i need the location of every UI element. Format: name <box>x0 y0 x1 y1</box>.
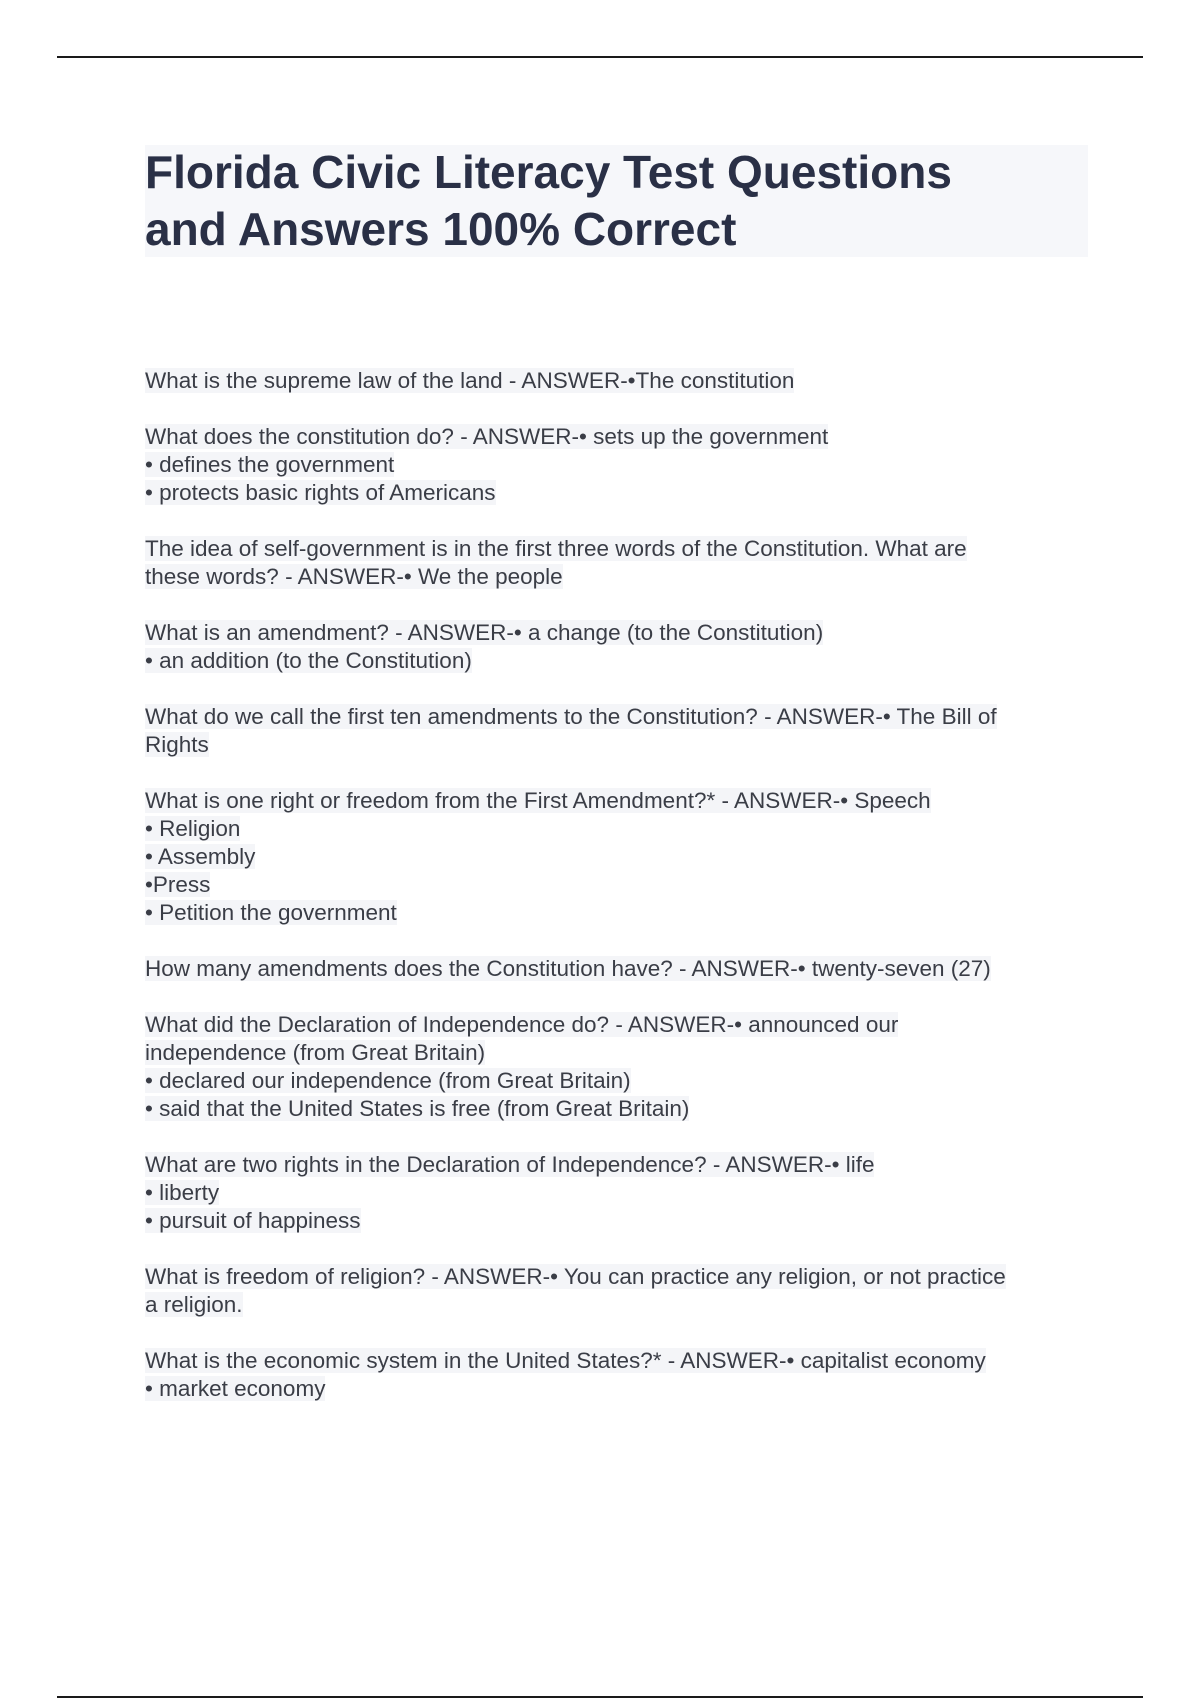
qa-answer-line: • Religion <box>145 816 241 841</box>
title-line-2: and Answers 100% Correct <box>145 203 737 255</box>
qa-question-line: What did the Declaration of Independence do? - ANSWER-• announced our <box>145 1012 899 1037</box>
qa-answer-line: • said that the United States is free (from Great Britain) <box>145 1096 690 1121</box>
qa-item <box>145 703 1085 759</box>
qa-item <box>145 367 1085 395</box>
qa-question-line: The idea of self-government is in the first three words of the Constitution. What are <box>145 536 967 561</box>
qa-question-line: How many amendments does the Constitution have? - ANSWER-• twenty-seven (27) <box>145 956 991 981</box>
qa-answer-line: • defines the government <box>145 452 395 477</box>
footer-rule <box>57 1696 1143 1698</box>
qa-answer-line: •Press <box>145 872 211 897</box>
qa-answer-line: • an addition (to the Constitution) <box>145 648 472 673</box>
qa-question-line: What are two rights in the Declaration of Independence? - ANSWER-• life <box>145 1152 875 1177</box>
qa-answer-line: Rights <box>145 732 209 757</box>
qa-answer-line: • protects basic rights of Americans <box>145 480 496 505</box>
qa-question-line: What is the supreme law of the land - ANSWER-•The constitution <box>145 368 795 393</box>
qa-question-line: What is the economic system in the United States?* - ANSWER-• capitalist economy <box>145 1348 986 1373</box>
qa-question-line: What does the constitution do? - ANSWER-• sets up the government <box>145 424 829 449</box>
qa-answer-line: • liberty <box>145 1180 220 1205</box>
qa-item <box>145 1347 1085 1403</box>
title-block <box>145 145 1088 257</box>
header-rule <box>57 56 1143 58</box>
qa-item <box>145 787 1085 927</box>
qa-item <box>145 423 1085 507</box>
qa-list <box>145 367 1085 1431</box>
qa-item <box>145 1011 1085 1123</box>
qa-question-line: What do we call the first ten amendments to the Constitution? - ANSWER-• The Bill of <box>145 704 997 729</box>
qa-item <box>145 1263 1085 1319</box>
qa-answer-line: • declared our independence (from Great Britain) <box>145 1068 631 1093</box>
qa-question-line: What is one right or freedom from the First Amendment?* - ANSWER-• Speech <box>145 788 931 813</box>
qa-question-line: What is an amendment? - ANSWER-• a change (to the Constitution) <box>145 620 824 645</box>
qa-answer-line: • Petition the government <box>145 900 397 925</box>
qa-item <box>145 1151 1085 1235</box>
qa-answer-line: a religion. <box>145 1292 243 1317</box>
qa-answer-line: independence (from Great Britain) <box>145 1040 486 1065</box>
qa-item <box>145 619 1085 675</box>
document-title <box>145 144 1088 258</box>
qa-answer-line: • market economy <box>145 1376 326 1401</box>
qa-item <box>145 955 1085 983</box>
qa-item <box>145 535 1085 591</box>
qa-answer-line: these words? - ANSWER-• We the people <box>145 564 563 589</box>
qa-question-line: What is freedom of religion? - ANSWER-• You can practice any religion, or not practice <box>145 1264 1006 1289</box>
qa-answer-line: • pursuit of happiness <box>145 1208 361 1233</box>
qa-answer-line: • Assembly <box>145 844 256 869</box>
title-line-1: Florida Civic Literacy Test Questions <box>145 146 952 198</box>
